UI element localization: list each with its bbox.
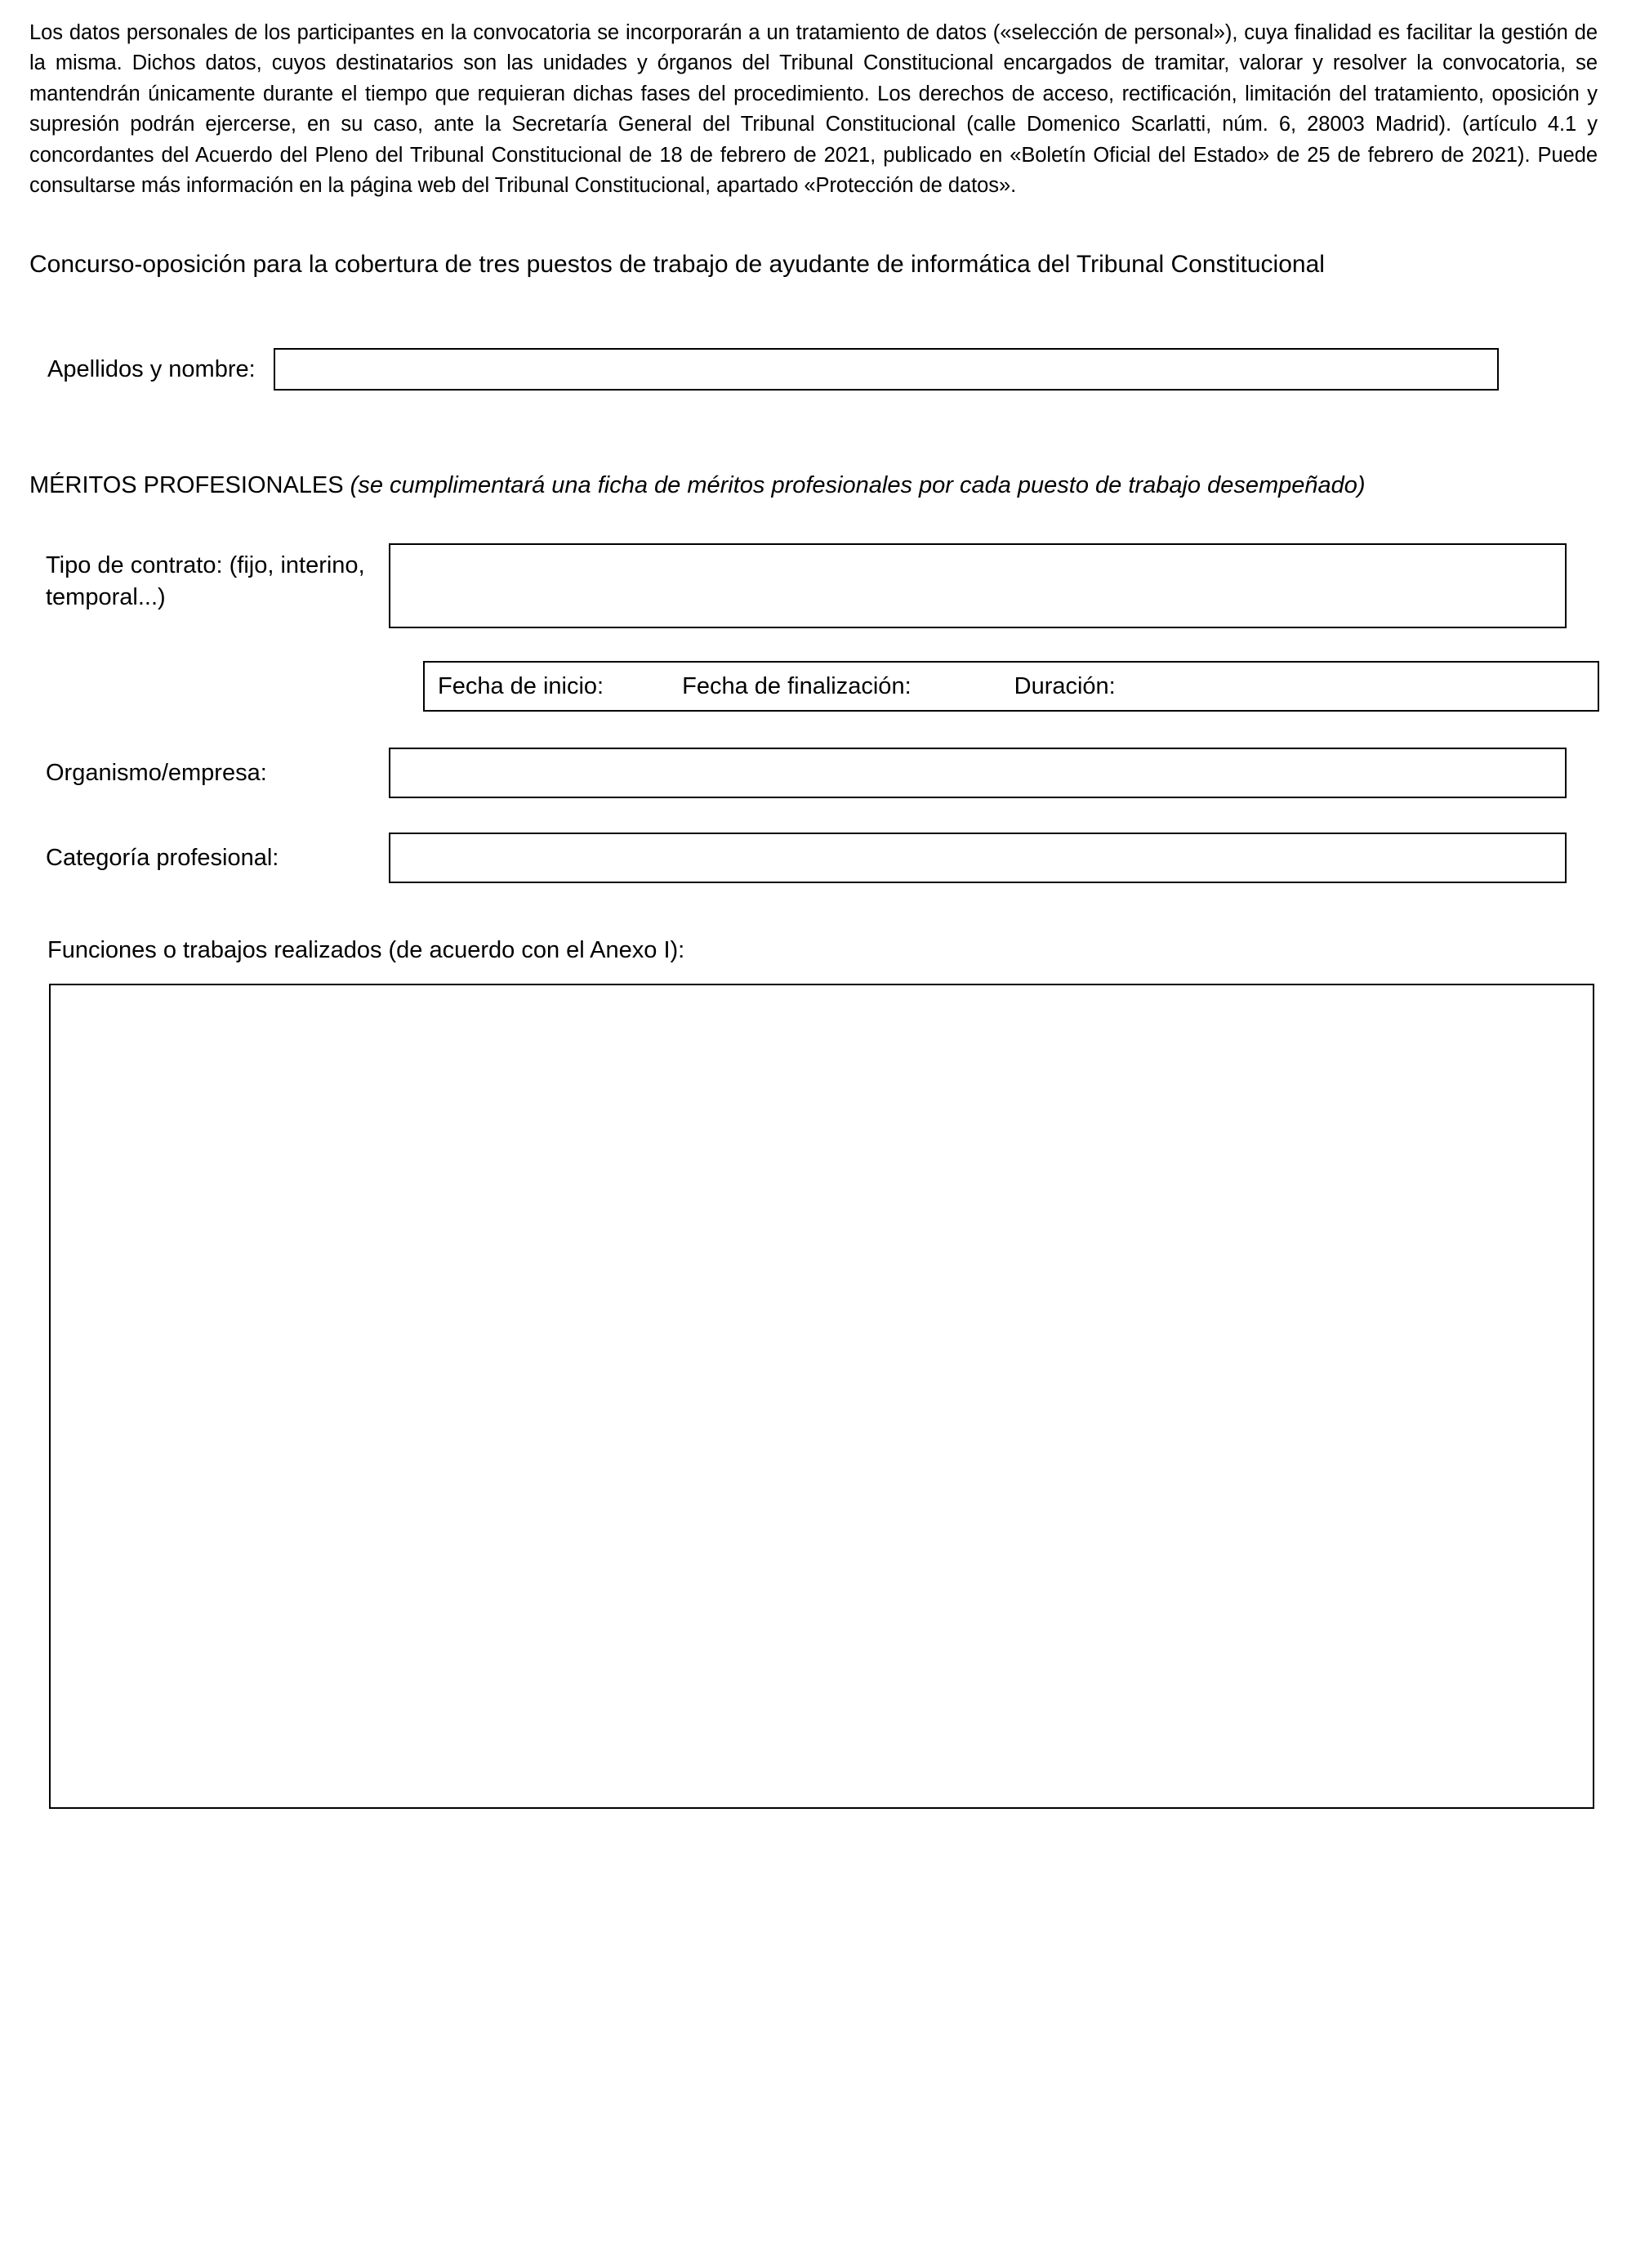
contract-type-row [28, 543, 1599, 628]
functions-textarea[interactable] [49, 984, 1594, 1809]
end-date-label: Fecha de finalización: [682, 672, 912, 699]
professional-category-input[interactable] [389, 833, 1567, 883]
applicant-name-label: Apellidos y nombre: [47, 355, 256, 382]
duration-label: Duración: [1014, 672, 1116, 699]
professional-category-label: Categoría profesional: [46, 845, 279, 872]
organization-input[interactable] [389, 748, 1567, 798]
start-date-label: Fecha de inicio: [438, 672, 604, 699]
organization-row [28, 748, 1599, 798]
privacy-notice-paragraph: Los datos personales de los participantes en la convocatoria se incorporarán a un tratamiento de datos («selección de personal»), cuya finalidad es facilitar la gestión de la misma. Dichos datos, cuyos destinatarios son las unidades y órganos del Tribunal Constitucional encargados de tramitar, valorar y resolver la convocatoria, se mantendrán únicamente durante el tiempo que requieran dichas fases del procedimiento. Los derechos de acceso, rectificación, limitación del tratamiento, oposición y supresión podrán ejercerse, en su caso, ante la Secretaría General del Tribunal Constitucional (calle Domenico Scarlatti, núm. 6, 28003 Madrid). (artículo 4.1 y concordantes del Acuerdo del Pleno del Tribunal Constitucional de 18 de febrero de 2021, publicado en «Boletín Oficial del Estado» de 25 de febrero de 2021). Puede consultarse más información en la página web del Tribunal Constitucional, apartado «Protección de datos». [29, 21, 1598, 198]
page-title: Concurso-oposición para la cobertura de tres puestos de trabajo de ayudante de informática del Tribunal Constitucional [29, 250, 1325, 278]
professional-merits-heading-note: (se cumplimentará una ficha de méritos profesionales por cada puesto de trabajo desempeñado) [350, 471, 1366, 498]
dates-row [28, 661, 1599, 712]
organization-label: Organismo/empresa: [46, 760, 267, 787]
functions-label: Funciones o trabajos realizados (de acuerdo con el Anexo I): [47, 937, 685, 964]
contract-type-input[interactable] [389, 543, 1567, 628]
applicant-name-row [28, 348, 1599, 391]
professional-merits-heading-main: MÉRITOS PROFESIONALES [29, 471, 350, 498]
professional-category-row [28, 833, 1599, 883]
contract-type-label: Tipo de contrato: (fijo, interino, temporal...) [46, 552, 365, 610]
dates-field-group[interactable] [423, 661, 1599, 712]
professional-merits-heading [28, 469, 1599, 502]
applicant-name-input[interactable] [274, 348, 1499, 391]
